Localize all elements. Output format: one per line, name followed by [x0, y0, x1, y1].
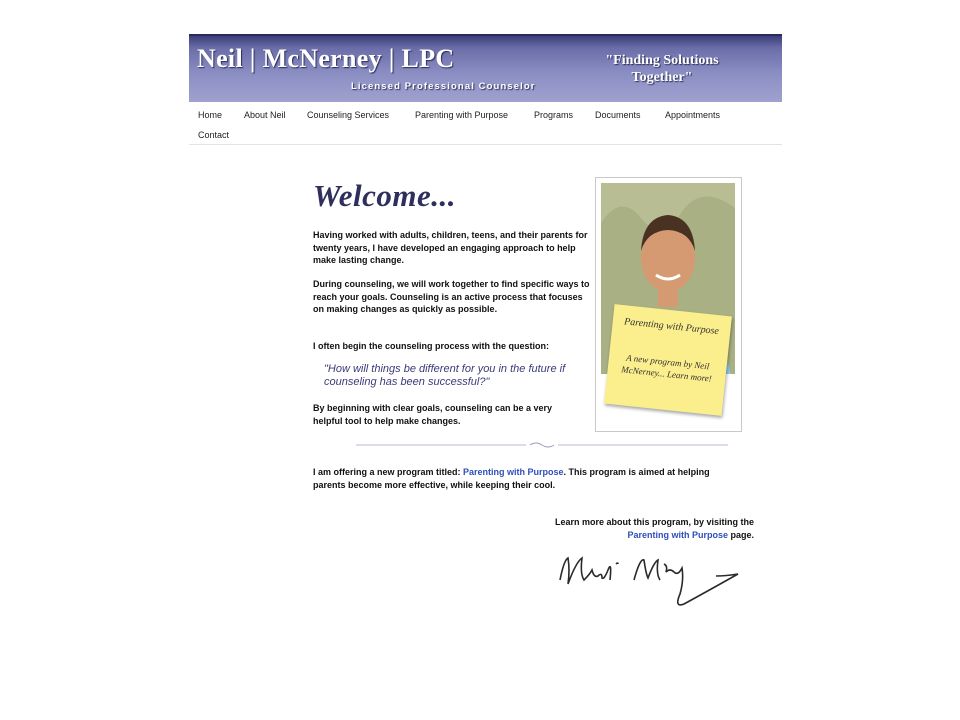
site-brand[interactable]: Neil | McNerney | LPC — [197, 44, 455, 73]
main-nav — [189, 102, 782, 145]
site-subtitle: Licensed Professional Counselor — [351, 81, 536, 92]
counseling-paragraph: During counseling, we will work together to find specific ways to reach your goals. Counseling is an active process that focuses on making changes as quickly as possible. — [313, 279, 590, 314]
nav-item-programs[interactable]: Programs — [534, 110, 574, 120]
welcome-heading: Welcome... — [313, 178, 457, 213]
promo-title: Parenting with Purpose — [623, 316, 720, 338]
signature — [556, 550, 746, 612]
promo-text: A new program by Neil McNerney... Learn more! — [620, 352, 713, 384]
question-intro: I often begin the counseling process with the question: — [313, 341, 550, 351]
learn-suffix: page. — [727, 529, 754, 540]
nav-item-about-neil[interactable]: About Neil — [244, 110, 286, 120]
goals-paragraph: By beginning with clear goals, counseling can be a very helpful tool to help make changes. — [313, 403, 553, 426]
promo-sticky-note[interactable] — [604, 304, 732, 416]
site-container — [189, 34, 782, 145]
parenting-page-link[interactable]: Parenting with Purpose — [627, 529, 728, 540]
offer-prefix: I am offering a new program titled: — [313, 467, 464, 477]
nav-item-documents[interactable]: Documents — [595, 110, 641, 120]
nav-item-contact[interactable]: Contact — [198, 130, 230, 140]
program-offer-paragraph — [313, 466, 743, 491]
offer-suffix: . This program is aimed at helping parents become more effective, while keeping their cool. — [313, 467, 710, 490]
nav-item-counseling-services[interactable]: Counseling Services — [307, 110, 390, 120]
nav-item-home[interactable]: Home — [198, 110, 223, 120]
learn-more-paragraph — [460, 516, 754, 541]
site-header — [189, 34, 782, 102]
counseling-question: "How will things be different for you in the future if counseling has been successful?" — [324, 363, 566, 388]
nav-item-appointments[interactable]: Appointments — [665, 110, 721, 120]
nav-item-parenting-with-purpose[interactable]: Parenting with Purpose — [415, 110, 509, 120]
site-tagline: "Finding Solutions Together" — [605, 53, 719, 85]
intro-paragraph: Having worked with adults, children, teens, and their parents for twenty years, I have developed an engaging approach to help make lasting change. — [313, 230, 588, 265]
parenting-with-purpose-link[interactable]: Parenting with Purpose — [463, 467, 564, 477]
learn-prefix: Learn more about this program, by visiting the — [554, 517, 754, 527]
section-divider — [356, 441, 728, 449]
